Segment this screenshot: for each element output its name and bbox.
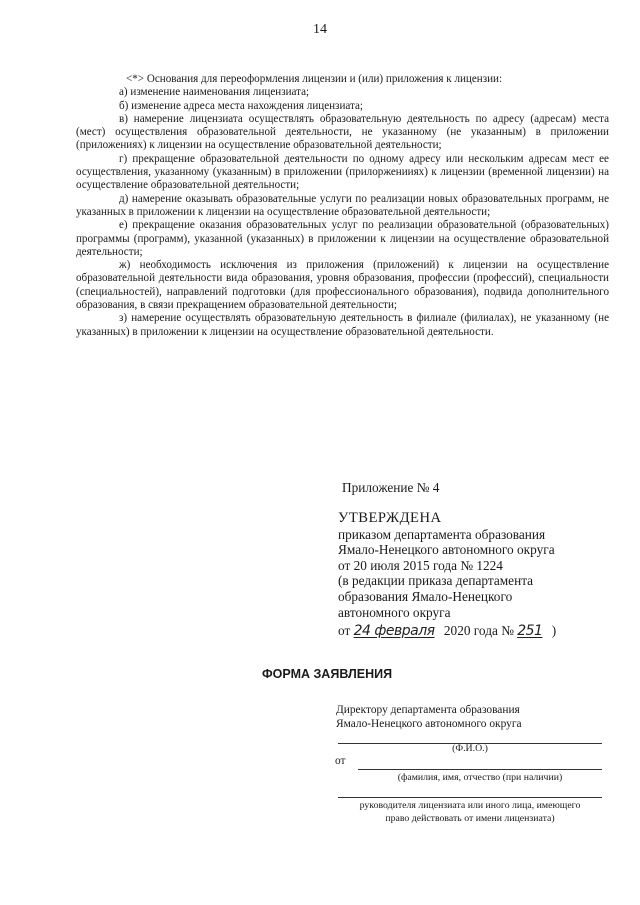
- addressee-line: Директору департамента образования: [336, 704, 520, 716]
- notes-intro: <*> Основания для переоформления лицензии и (или) приложения к лицензии:: [126, 73, 503, 85]
- head-caption: [330, 800, 610, 825]
- page-number: 14: [313, 22, 327, 37]
- approval-line: (в редакции приказа департамента: [338, 573, 534, 589]
- note-item: з) намерение осуществлять образовательную деятельность в филиале (филиалах), не указанному (не указанных) в приложении к лицензии на осуществление образовательной деятельности.: [76, 312, 609, 338]
- appendix-label: Приложение № 4: [342, 480, 440, 495]
- note-item: д) намерение оказывать образовательные услуги по реализации новых образовательных программ, не указанных в приложении к лицензии на осуществление образовательной деятельности;: [76, 192, 609, 218]
- approval-line: приказом департамента образования: [338, 526, 546, 542]
- form-title: ФОРМА ЗАЯВЛЕНИЯ: [262, 667, 393, 681]
- licence-reissue-notes: [76, 73, 609, 339]
- fullname-underline: [358, 769, 602, 770]
- fullname-caption: (фамилия, имя, отчество (при наличии): [397, 772, 563, 783]
- revision-date-line: [338, 623, 556, 640]
- approved-heading: УТВЕРЖДЕНА: [338, 510, 442, 526]
- note-item: а) изменение наименования лицензиата;: [119, 86, 310, 99]
- date-year: 2020 года №: [443, 623, 514, 639]
- fio-caption: (Ф.И.О.): [452, 743, 488, 754]
- note-item: е) прекращение оказания образовательных услуг по реализации образовательной (образовательных) программы (программ), указанной (указанных) в приложении к лицензии на осуществление образовательной деятельности;: [76, 219, 609, 258]
- addressee-block: [336, 703, 522, 731]
- note-item: г) прекращение образовательной деятельности по одному адресу или нескольким адресам мест ее осуществления, указанному (указанным) в приложении (прилорженииях) к лицензии (временной лицензии) на осуществление образовательной деятельности;: [76, 152, 609, 192]
- addressee-line: Ямало-Ненецкого автономного округа: [336, 718, 522, 730]
- handwritten-date: 24 февраля: [353, 623, 435, 640]
- head-caption-line: руководителя лицензиата или иного лица, имеющего: [359, 800, 581, 811]
- head-underline: [338, 797, 602, 798]
- note-item: ж) необходимость исключения из приложения (приложений) к лицензии на осуществление образовательной деятельности вида образования, уровня образования, профессии (профессий), специальности (специальностей), направлений подготовки (для профессионального образования), подвида дополнительного образования, в связи прекращением образовательной деятельности;: [76, 259, 609, 312]
- approval-block: [338, 511, 556, 640]
- approval-line: Ямало-Ненецкого автономного округа: [338, 542, 555, 558]
- approval-line: образования Ямало-Ненецкого: [338, 588, 513, 604]
- from-label: от: [335, 755, 346, 767]
- note-item: в) намерение лицензиата осуществлять образовательную деятельность по адресу (адресам) места (мест) осуществления образовательной деятельности, не указанному (не указанным) в приложении (приложениях) к лицензии на осуществление образовательной деятельности;: [76, 112, 609, 152]
- approval-line: от 20 июля 2015 года № 1224: [338, 557, 503, 573]
- note-item: б) изменение адреса места нахождения лицензиата;: [119, 99, 364, 112]
- head-caption-line: право действовать от имени лицензиата): [385, 812, 555, 824]
- approval-line: автономного округа: [338, 604, 451, 620]
- date-suffix: ): [551, 623, 557, 639]
- date-prefix: от: [338, 623, 351, 639]
- handwritten-number: 251: [517, 623, 543, 640]
